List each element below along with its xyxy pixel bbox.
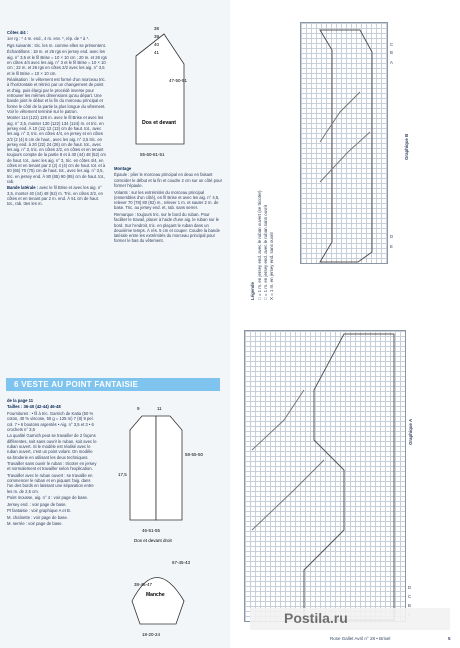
jersey: Jersey end. : voir page de base. <box>7 501 67 507</box>
schema2-label: 11 <box>157 406 162 411</box>
schema2-caption: Dos et devant droit <box>134 538 172 543</box>
instructions-montage: Montage Épaule : plier le morceau principal en deux en faisant coïncider le début et la fin et coudre 2 cm sur un côté pour former l'épaule. Volants : sur les extrémités du morceau principal (ensembles d'un côté), en fil Brise et avec les aig. n° 4,5, relever 70 (78) 80 (82) m., relever 1 m. et sauter 2 m. de base. Tric. au jersey end. et, rab. sans serrer. Remarque : toujours tric. sur le bord du ruban. Pour faciliter le travail, placer à l'aide d'une aig. le ruban sur le bord. Sur l'endroit, tric. en plaçant le ruban dans un deuxième temps. À rés. 5 cm et couper. Coudre la bande latérale entre les extrémités du morceau principal pour former le bas du vêtement. <box>114 166 223 244</box>
graph-b-letter: A <box>390 60 393 65</box>
graph-a-letter: B <box>408 603 411 608</box>
legend-title: Légende <box>250 281 255 300</box>
schema2-front <box>130 416 156 520</box>
schema-outline <box>136 34 184 144</box>
graph-b-letter: C <box>390 42 394 47</box>
sleeve-label: 38-45-47 <box>134 582 153 587</box>
schema-dos-devant-2 <box>112 396 220 642</box>
graph-b-title: Graphique B <box>404 133 409 160</box>
section-banner: 6 VESTE AU POINT FANTAISIE <box>6 378 220 391</box>
sleeve-label: 67-45-43 <box>172 560 191 565</box>
footer-credit: Rose Gallet Avril n° 28 • Brisel <box>330 636 391 641</box>
schema2-label: 17,5 <box>118 472 127 477</box>
schema1-title: Dos et devant <box>142 120 177 126</box>
qualite: La qualité Garnich peut se travailler de 2 façons différentes, soit sans ouvrir le ruban, soit avec le ruban ouvert. Si le modèle est réalisé avec le ruban ouvert, c'est un point volant. On modèle sa broderie en utilisant les deux techniques. <box>7 433 97 460</box>
schema2-label: 9 <box>137 406 140 411</box>
graph-b-letter: B <box>390 50 393 55</box>
echantillons: Échantillons : 18 m. et 26 rgs en jersey end. avec les aig. n° 3,5 et le fil Brise = 10 × 10 cm ; 20 m. et 26 rgs en côtes 4/4 avec les aig. n° 3 et le fil Brise = 10 × 10 cm ; 22 m. et 26 rgs en côtes 2/2 avec les aig. n° 3,5 et le fil Brise = 10 × 10 cm. <box>7 49 107 76</box>
chainette: M. chaînette : voir page de base. <box>7 514 68 520</box>
legend-line: □ = 1 m. en jersey end. avec le ruban ouvert (se tricoter) <box>257 190 262 300</box>
rgs-suivants: Rgs suivants : tric. les m. comme elles se présentent. <box>7 42 106 48</box>
legend-line: X = 1 m. en jersey end. sans ouvrir <box>269 232 274 300</box>
point-mousse: Point mousse, aig. n° 4 : voir page de base. <box>7 495 89 501</box>
sleeve-title: Manche <box>146 592 165 598</box>
page-number: 5 <box>448 636 451 641</box>
graph-b-letter: E <box>390 244 393 249</box>
graph-a-title: Graphique A <box>408 418 413 445</box>
graph-a-letter: D <box>408 585 412 590</box>
sleeve-label: 18-20-24 <box>142 632 161 637</box>
graphique-b-motif <box>320 92 370 182</box>
legend-line: □ = 1 m. en jersey end. avec le ruban sans ouvrir <box>263 204 268 300</box>
schema1-label: 38 <box>154 26 160 31</box>
volants: Volants : sur les extrémités du morceau principal (ensembles d'un côté), en fil Brise et avec les aig. n° 4,5, relever 70 (78) 80 (82) m., relever 1 m. et sauter 2 m. de base. Tric. au jersey end. et, rab. sans serrer. <box>114 189 220 211</box>
schema1-label: 40 <box>154 42 160 47</box>
fournitures: Fournitures : • fil à tric. Garnich de Katia (60 % coton, 40 % viscose, 50 g = 125 m) 7 (8) 9 pel. col. 7 • 6 boutons argentés • Aig. n° 3,5 et 3 • 6 crochets n° 3,5 <box>7 410 94 432</box>
schema1-label: 39 <box>154 34 160 39</box>
maille-serree: M. serrée : voir page de base. <box>7 521 63 527</box>
watermark-text: Postila.ru <box>284 610 348 626</box>
montage-body: Épaule : plier le morceau principal en deux en faisant coïncider le début et la fin et coudre 2 cm sur un côté pour former l'épaule. <box>114 172 223 189</box>
graphique-a-motif <box>252 390 324 530</box>
pt-fantaisie: Pt fantaisie : voir graphique A et B. <box>7 508 72 514</box>
schema2-label: 46-51-55 <box>142 528 161 533</box>
row-instructions: Monter 114 (122) 126 m. avec le fil Brise et avec les aig. n° 3,5, monter 130 (122) 134 (124) m. et tric. en jersey end. À 10 (11) 12 (13) cm de haut. tot., avec les aig. n° 3, tric. en côtes 4/4, en jersey et en côtes 2/2 (2 (4) 6 cm de haut., avec les aig. n° 3,5 tric. en jersey end. à 20 (22) 24 (26) cm de haut. tot., avec les aig. n° 3, tric. en côtes 2/2, en côtes et en tenant toujours compte de la partie 8 et à 40 (44) 48 (52) cm de haut. tot., avec les aig. n° 3, tric. en côtes 4/4, en côtes et en tenant par 2 (2) 4 (4) cm de haut. tot. et à 60 (65) 70 (75) cm de haut. tot., avec les aig. n° 3,5, tric. en jersey end. À 80 (85) 90 (95) cm de haut. tot., rab. <box>7 115 106 184</box>
instructions-lower-left: de la page 11 Tailles : 36-40 (42-44) 46-48 Fournitures : • fil à tric. Garnich de Katia (60 % coton, 40 % viscose, 50 g = 125 m) 7 (8) 9 pel. col. 7 • 6 boutons argentés • Aig. n° 3,5 et 3 • 6 crochets n° 3,5 La qualité Garnich peut se travailler de 2 façons différentes, soit sans ouvrir le ruban, soit avec le ruban ouvert. Si le modèle est réalisé avec le ruban ouvert, c'est un point volant. On modèle sa broderie en utilisant les deux techniques. Travailler sans ouvrir le ruban : tricoter en jersey et normalement et travailler selon l'explication. Travailler avec le ruban ouvert : se travaille en commencer le ruban et en piquant l'aig. dans l'un des bords en laissant une séparation entre les m. de 2,5 cm. Point mousse, aig. n° 4 : voir page de base. Jersey end. : voir page de base. Pt fantaisie : voir graphique A et B. M. chaînette : voir page de base. M. serrée : voir page de base. <box>7 398 97 527</box>
graph-b-letter: D <box>390 234 394 239</box>
schema1-label: 41 <box>154 50 160 55</box>
schema2-back <box>156 416 182 520</box>
ouvert: Travailler avec le ruban ouvert : se travaille en commencer le ruban et en piquant l'aig. dans l'un des bords en laissant une séparation entre les m. de 2,5 cm. <box>7 472 94 494</box>
watermark-box <box>250 608 450 630</box>
schema2-label: 58-55-50 <box>185 452 204 457</box>
instructions-upper-left: Côtes 4/4 : 1er rg : * 4 m. end., 4 m. env. *, rép. de * à *. Rgs suivants : tric. les m. comme elles se présentent. Échantillons : 18 m. et 26 rgs en jersey end. avec les aig. n° 3,5 et le fil Brise = 10 × 10 cm ; 20 m. et 26 rgs en côtes 4/4 avec les aig. n° 3 et le fil Brise = 10 × 10 cm ; 22 m. et 26 rgs en côtes 2/2 avec les aig. n° 3,5 et le fil Brise = 10 × 10 cm. Réalisation : le vêtement est formé d'un morceau tric. à l'horizontale et rétréci par un changement de point et d'aig. puis élargi par le procédé inverse pour retrouver les mêmes dimensions qu'au départ. Une bande joint le début et la fin du morceau principal et forme le côté de la partie la plus longue du vêtement. Voir le vêtement terminé sur le patron. Monter 114 (122) 126 m. avec le fil Brise et avec les aig. n° 3,5, monter 130 (122) 134 (124) m. et tric. en jersey end. À 10 (11) 12 (13) cm de haut. tot., avec les aig. n° 3, tric. en côtes 4/4, en jersey et en côtes 2/2 (2 (4) 6 cm de haut., avec les aig. n° 3,5 tric. en jersey end. à 20 (22) 24 (26) cm de haut. tot., avec les aig. n° 3, tric. en côtes 2/2, en côtes et en tenant toujours compte de la partie 8 et à 40 (44) 48 (52) cm de haut. tot., avec les aig. n° 3, tric. en côtes 4/4, en côtes et en tenant par 2 (2) 4 (4) cm de haut. tot. et à 60 (65) 70 (75) cm de haut. tot., avec les aig. n° 3,5, tric. en jersey end. À 80 (85) 90 (95) cm de haut. tot., rab. Bande latérale : avec le fil Brise et avec les aig. n° 3,5, monter 40 (44) 48 (52) m. Tric. en côtes 2/2, en côtes et en tenant par 2 m. end. À 51 cm de haut. tot., rab. ttes les m. <box>7 30 107 207</box>
graphique-a-pattern <box>244 330 414 630</box>
travailler: Travailler sans ouvrir le ruban : tricoter en jersey et normalement et travailler selon l'explication. <box>7 461 97 472</box>
schema1-label: 47-50-51 <box>169 78 188 83</box>
graph-a-letter: C <box>408 594 412 599</box>
graphique-b-outline <box>320 30 372 262</box>
cotes-body: 1er rg : * 4 m. end., 4 m. env. *, rép. de * à *. <box>7 36 90 42</box>
schema1-label: 55-60-61-51 <box>140 152 165 157</box>
remarque: Remarque : toujours tric. sur le bord du ruban. Pour faciliter le travail, placer à l'aide d'une aig. le ruban sur le bord. Sur l'endroit, tric. en plaçant le ruban dans un deuxième temps. À rés. 5 cm et couper. Coudre la bande latérale entre les extrémités du morceau principal pour former le bas du vêtement. <box>114 211 220 244</box>
graphique-b-pattern <box>300 22 400 272</box>
schema-dos-devant-1 <box>114 24 200 162</box>
graphique-a-outline <box>304 334 394 620</box>
realisation: Réalisation : le vêtement est formé d'un morceau tric. à l'horizontale et rétréci par un changement de point et d'aig. puis élargi par le procédé inverse pour retrouver les mêmes dimensions qu'au départ. Une bande joint le début et la fin du morceau principal et forme le côté de la partie la plus longue du vêtement. Voir le vêtement terminé sur le patron. <box>7 77 106 114</box>
